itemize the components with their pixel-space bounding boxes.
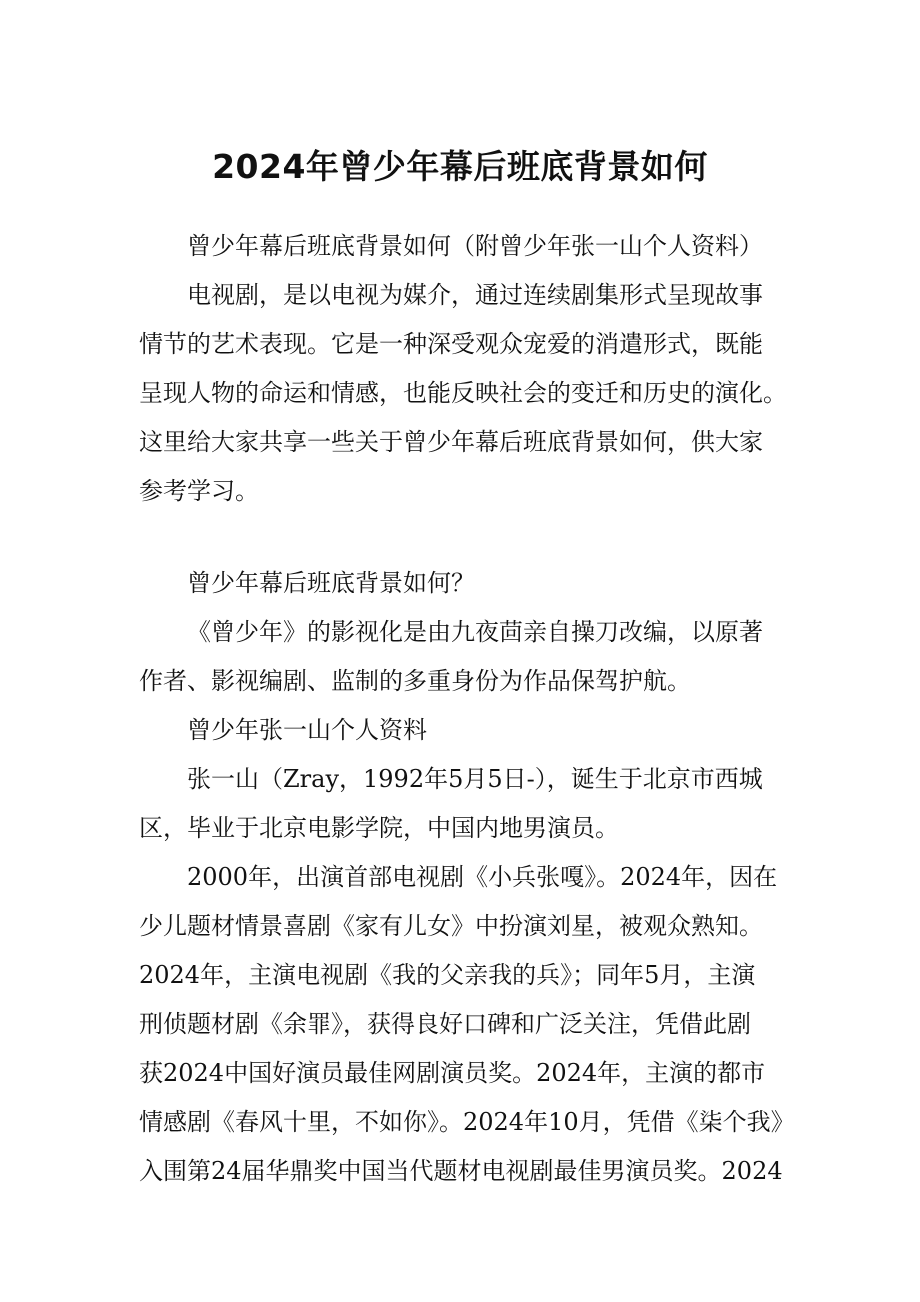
paragraph-line: 这里给大家共享一些关于曾少年幕后班底背景如何，供大家 (139, 428, 763, 456)
paragraph-line: 获2024中国好演员最佳网剧演员奖。2024年，主演的都市 (139, 1059, 766, 1087)
paragraph-line: 情节的艺术表现。它是一种深受观众宠爱的消遣形式，既能 (139, 330, 763, 358)
paragraph-line: 少儿题材情景喜剧《家有儿女》中扮演刘星，被观众熟知。 (139, 912, 763, 940)
paragraph-line: 区，毕业于北京电影学院，中国内地男演员。 (139, 814, 619, 842)
paragraph-line: 作者、影视编剧、监制的多重身份为作品保驾护航。 (139, 667, 691, 695)
paragraph-line: 《曾少年》的影视化是由九夜茴亲自操刀改编，以原著 (187, 618, 763, 646)
paragraph-line: 呈现人物的命运和情感，也能反映社会的变迁和历史的演化。 (139, 379, 787, 407)
paragraph-line: 入围第24届华鼎奖中国当代题材电视剧最佳男演员奖。2024 (139, 1157, 783, 1185)
paragraph-line: 曾少年张一山个人资料 (187, 716, 427, 744)
paragraph-line: 2024年，主演电视剧《我的父亲我的兵》；同年5月，主演 (139, 961, 756, 989)
paragraph-line: 曾少年幕后班底背景如何？ (187, 569, 475, 597)
document-title: 2024年曾少年幕后班底背景如何 (212, 147, 708, 186)
paragraph-line: 2000年，出演首部电视剧《小兵张嘎》。2024年，因在 (187, 863, 778, 891)
paragraph-line: 电视剧，是以电视为媒介，通过连续剧集形式呈现故事 (187, 281, 763, 309)
paragraph-line: 刑侦题材剧《余罪》，获得良好口碑和广泛关注，凭借此剧 (139, 1010, 751, 1038)
paragraph-line: 情感剧《春风十里，不如你》。2024年10月，凭借《柒个我》 (139, 1108, 795, 1136)
paragraph-line: 张一山（Zray，1992年5月5日-），诞生于北京市西城 (187, 765, 763, 793)
paragraph-line: 曾少年幕后班底背景如何（附曾少年张一山个人资料） (187, 232, 763, 260)
paragraph-line: 参考学习。 (139, 477, 259, 505)
